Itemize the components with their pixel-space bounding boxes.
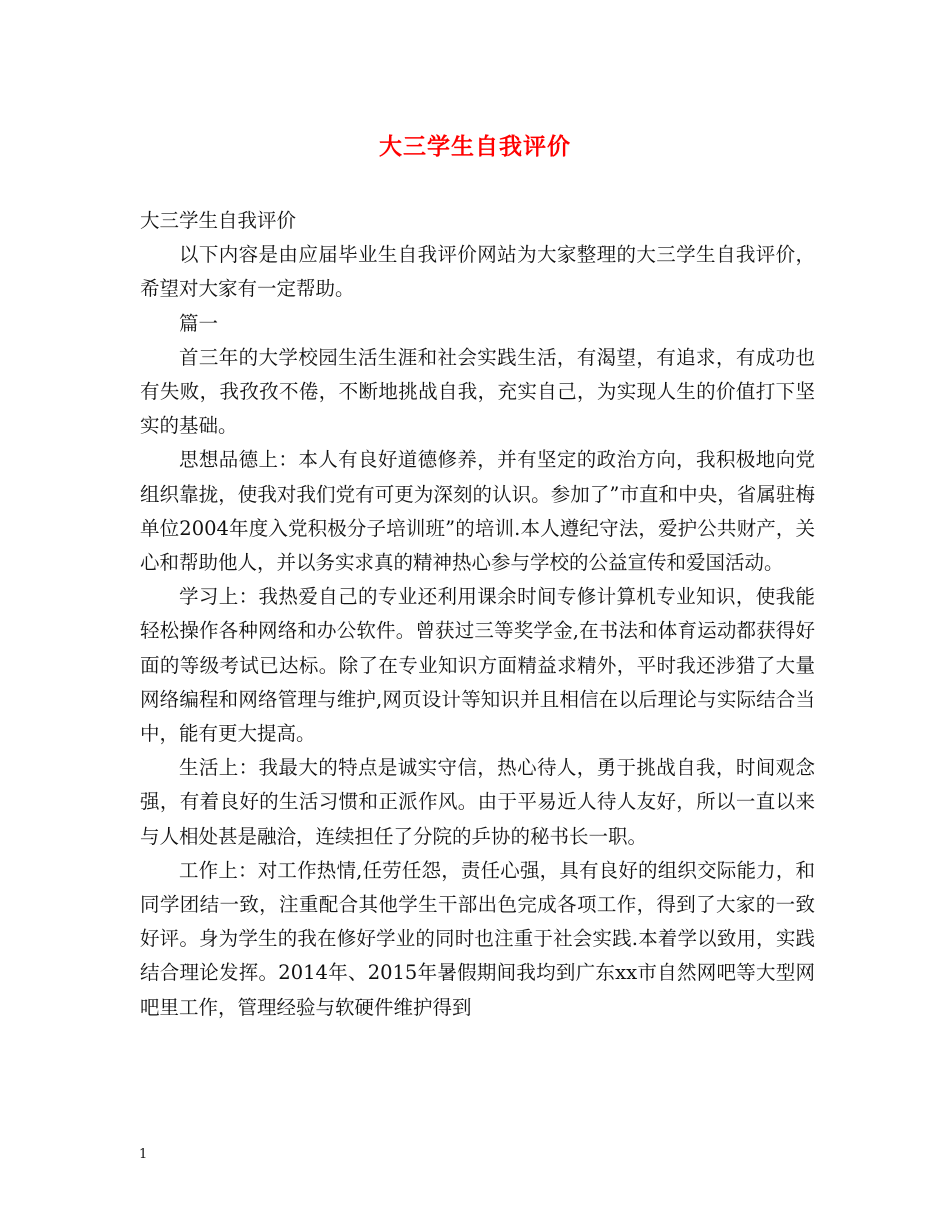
section-heading: 篇一 [179,311,219,335]
paragraph-study: 学习上：我热爱自己的专业还利用课余时间专修计算机专业知识，使我能轻松操作各种网络和办公软件。曾获过三等奖学金,在书法和体育运动都获得好面的等级考试已达标。除了在专业知识方面精益求精外，平时我还涉猎了大量网络编程和网络管理与维护,网页设计等知识并且相信在以后理论与实际结合当中，能有更大提高。 [140,585,815,746]
paragraph-intro: 以下内容是由应届毕业生自我评价网站为大家整理的大三学生自我评价，希望对大家有一定帮助。 [140,243,815,301]
document-subtitle: 大三学生自我评价 [140,209,297,232]
paragraph-life: 生活上：我最大的特点是诚实守信，热心待人，勇于挑战自我，时间观念强，有着良好的生活习惯和正派作风。由于平易近人待人友好，所以一直以来与人相处甚是融洽，连续担任了分院的乒协的秘书长一职。 [140,756,815,848]
paragraph-moral: 思想品德上：本人有良好道德修养，并有坚定的政治方向，我积极地向党组织靠拢，使我对我们党有可更为深刻的认识。参加了”市直和中央，省属驻梅单位2004年度入党积极分子培训班”的培训.本人遵纪守法，爱护公共财产，关心和帮助他人，并以务实求真的精神热心参与学校的公益宣传和爱国活动。 [140,448,815,575]
paragraph-work: 工作上：对工作热情,任劳任怨，责任心强，具有良好的组织交际能力，和同学团结一致，注重配合其他学生干部出色完成各项工作，得到了大家的一致好评。身为学生的我在修好学业的同时也注重于社会实践.本着学以致用，实践结合理论发挥。2014年、2015年暑假期间我均到广东xx市自然网吧等大型网吧里工作，管理经验与软硬件维护得到 [140,858,815,1019]
page-number: 1 [139,1147,148,1162]
document-title: 大三学生自我评价 [379,133,571,160]
document-body [140,204,815,1025]
paragraph-overview: 首三年的大学校园生活生涯和社会实践生活，有渴望，有追求，有成功也有失败，我孜孜不倦，不断地挑战自我，充实自己，为实现人生的价值打下坚实的基础。 [140,345,815,438]
